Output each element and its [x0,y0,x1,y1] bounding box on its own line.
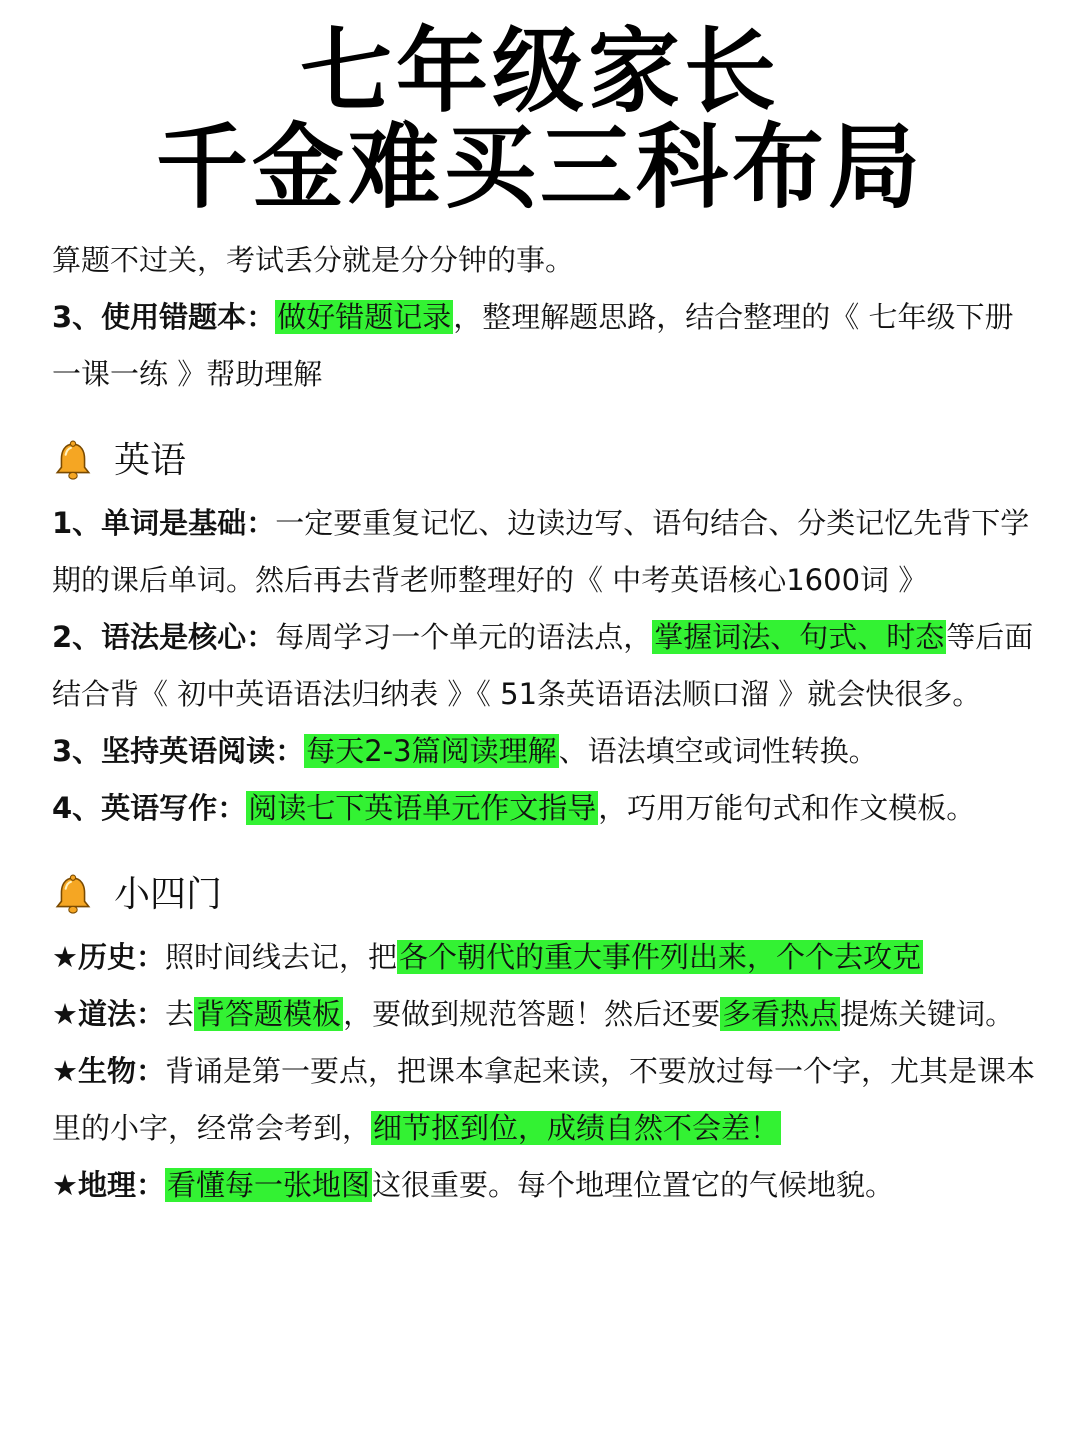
item-colon: ： [136,997,166,1031]
highlight-text: 阅读七下英语单元作文指导 [248,791,597,825]
item-text: 背诵是第一要点，把课本拿起来读，不要放过每一个字，尤其是课本里的小字，经常会考到， [52,1054,1036,1145]
item-text: 提炼关键词。 [840,997,1015,1031]
item-text: ，巧用万能句式和作文模板。 [598,791,976,825]
item-text: 每周学习一个单元的语法点， [275,620,653,654]
item-text: 去 [165,997,195,1031]
item-text: 、语法填空或词性转换。 [558,734,878,768]
item-label: 地理 [78,1168,137,1202]
highlight-text: 各个朝代的重大事件列出来，个个去攻克 [399,940,922,974]
item-text: 一定要重复记忆、边读边写、语句结合、分类记忆先背下学期的课后单词。然后再去背老师整理好的《 中考英语核心1600词 》 [52,506,1030,597]
item-colon: ： [136,940,166,974]
english-item-3 [52,723,1042,780]
math-item-3 [52,289,1042,403]
bell-icon [52,874,94,916]
item-label: 2、语法是核心 [52,620,247,654]
item-label: 历史 [78,940,137,974]
item-colon: ： [246,300,276,334]
item-colon: ： [136,1054,166,1088]
highlight-text: 多看热点 [722,997,839,1031]
star-icon: ★ [52,1054,78,1088]
item-label: 4、英语写作 [52,791,218,825]
minor-history [52,929,1042,986]
bell-icon [52,440,94,482]
highlight-text: 做好错题记录 [277,300,452,334]
star-icon: ★ [52,1168,78,1202]
section-heading-minor [52,873,1042,917]
item-label: 生物 [78,1054,137,1088]
page-title-line-1: 七年级家长 [299,18,780,125]
item-colon: ： [217,791,247,825]
minor-politics [52,986,1042,1043]
section-heading-english [52,439,1042,483]
highlight-text: 背答题模板 [196,997,342,1031]
item-colon: ： [275,734,305,768]
english-item-2 [52,609,1042,723]
item-text: 照时间线去记，把 [165,940,398,974]
section-heading-label: 小四门 [114,874,223,915]
section-heading-label: 英语 [114,440,187,481]
item-text: 这很重要。每个地理位置它的气候地貌。 [372,1168,895,1202]
item-label: 道法 [78,997,137,1031]
item-label: 3、使用错题本 [52,300,247,334]
star-icon: ★ [52,997,78,1031]
item-colon: ： [246,620,276,654]
highlight-text: 每天2-3篇阅读理解 [306,734,557,768]
item-label: 1、单词是基础 [52,506,247,540]
article-body [52,232,1042,1214]
star-icon: ★ [52,940,78,974]
item-text: ，整理解题思路，结合整理的《 七年级下册一课一练 》帮助理解 [52,300,1014,391]
item-colon: ： [136,1168,166,1202]
english-item-4 [52,780,1042,837]
item-text: ，要做到规范答题！然后还要 [343,997,721,1031]
item-text: 等后面结合背《 初中英语语法归纳表 》《 51条英语语法顺口溜 》就会快很多。 [52,620,1034,711]
item-colon: ： [246,506,276,540]
highlight-text: 细节抠到位，成绩自然不会差！ [373,1111,780,1145]
minor-biology [52,1043,1042,1157]
minor-geography [52,1157,1042,1214]
highlight-text: 掌握词法、句式、时态 [654,620,945,654]
page-title-line-2: 千金难买三科布局 [155,114,924,221]
english-item-1 [52,495,1042,609]
math-paragraph-tail: 算题不过关，考试丢分就是分分钟的事。 [52,243,575,277]
highlight-text: 看懂每一张地图 [167,1168,371,1202]
item-label: 3、坚持英语阅读 [52,734,276,768]
